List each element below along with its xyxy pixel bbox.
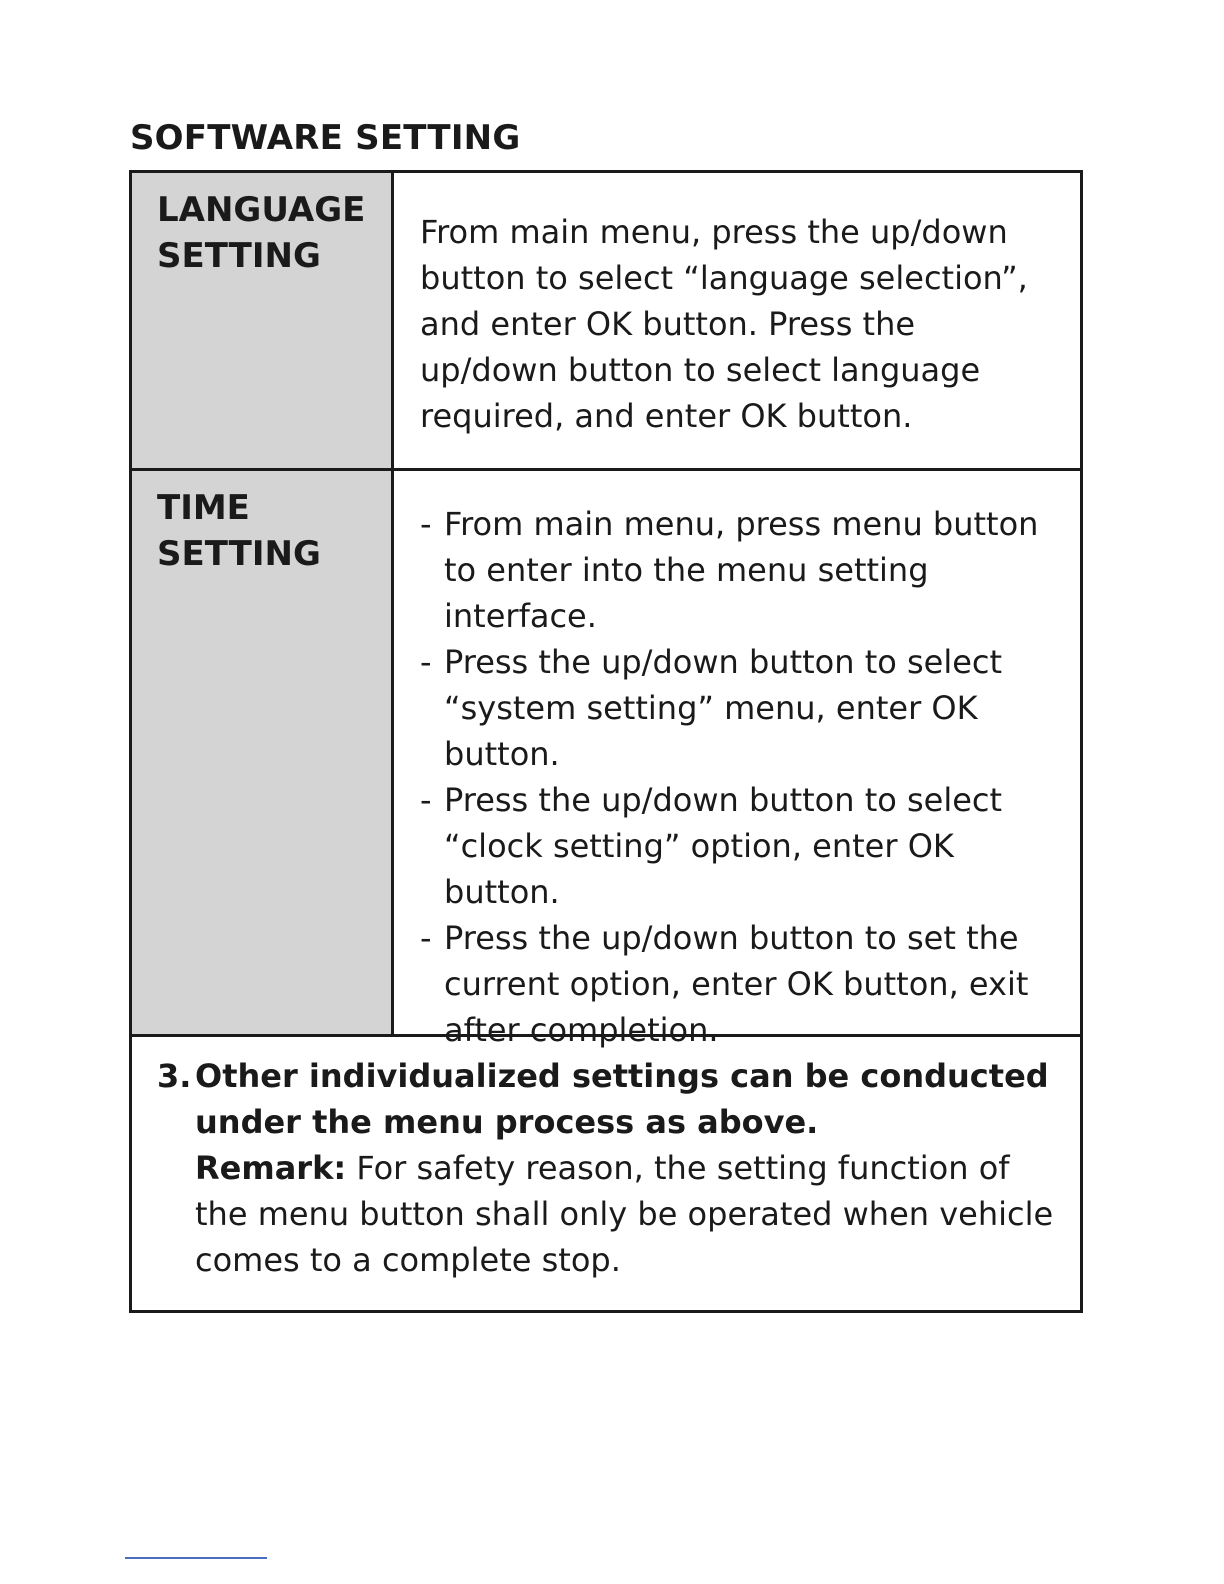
time-setting-instructions — [394, 471, 1080, 1049]
time-setting-label — [132, 471, 394, 1034]
list-item — [420, 915, 1060, 1053]
bullet-dash: - — [420, 781, 432, 819]
list-item — [420, 777, 1060, 915]
list-item-text: Press the up/down button to set the current option, enter OK button, exit after completion. — [444, 919, 1029, 1049]
time-label-line1: TIME — [157, 488, 250, 528]
remark-label: Remark: — [195, 1149, 347, 1187]
list-item-text: Press the up/down button to select “system setting” menu, enter OK button. — [444, 643, 1003, 773]
page-title: SOFTWARE SETTING — [130, 118, 521, 158]
bullet-dash: - — [420, 505, 432, 543]
bullet-dash: - — [420, 919, 432, 957]
settings-table — [129, 170, 1083, 1313]
bullet-dash: - — [420, 643, 432, 681]
language-setting-description: From main menu, press the up/down button to select “language selection”, and enter OK button. Press the up/down button to select language required, and enter OK button. — [420, 213, 1028, 435]
footer-divider — [125, 1557, 267, 1559]
table-row-language-setting — [132, 173, 1080, 471]
time-label-line2: SETTING — [157, 534, 321, 574]
list-item — [420, 639, 1060, 777]
note-item — [157, 1053, 1060, 1283]
language-label-line2: SETTING — [157, 236, 321, 276]
list-item — [420, 501, 1060, 639]
note-cell — [132, 1037, 1080, 1310]
table-row-time-setting — [132, 471, 1080, 1049]
remark — [195, 1145, 1060, 1283]
language-label-line1: LANGUAGE — [157, 190, 366, 230]
list-item-text: From main menu, press menu button to enter into the menu setting interface. — [444, 505, 1039, 635]
language-setting-label — [132, 173, 394, 468]
note-number: 3. — [157, 1057, 192, 1095]
table-row-note — [132, 1037, 1080, 1310]
remark-text: For safety reason, the setting function of the menu button shall only be operated when vehicle comes to a complete stop. — [195, 1149, 1054, 1279]
note-heading: Other individualized settings can be conducted under the menu process as above. — [195, 1057, 1049, 1141]
list-item-text: Press the up/down button to select “clock setting” option, enter OK button. — [444, 781, 1003, 911]
